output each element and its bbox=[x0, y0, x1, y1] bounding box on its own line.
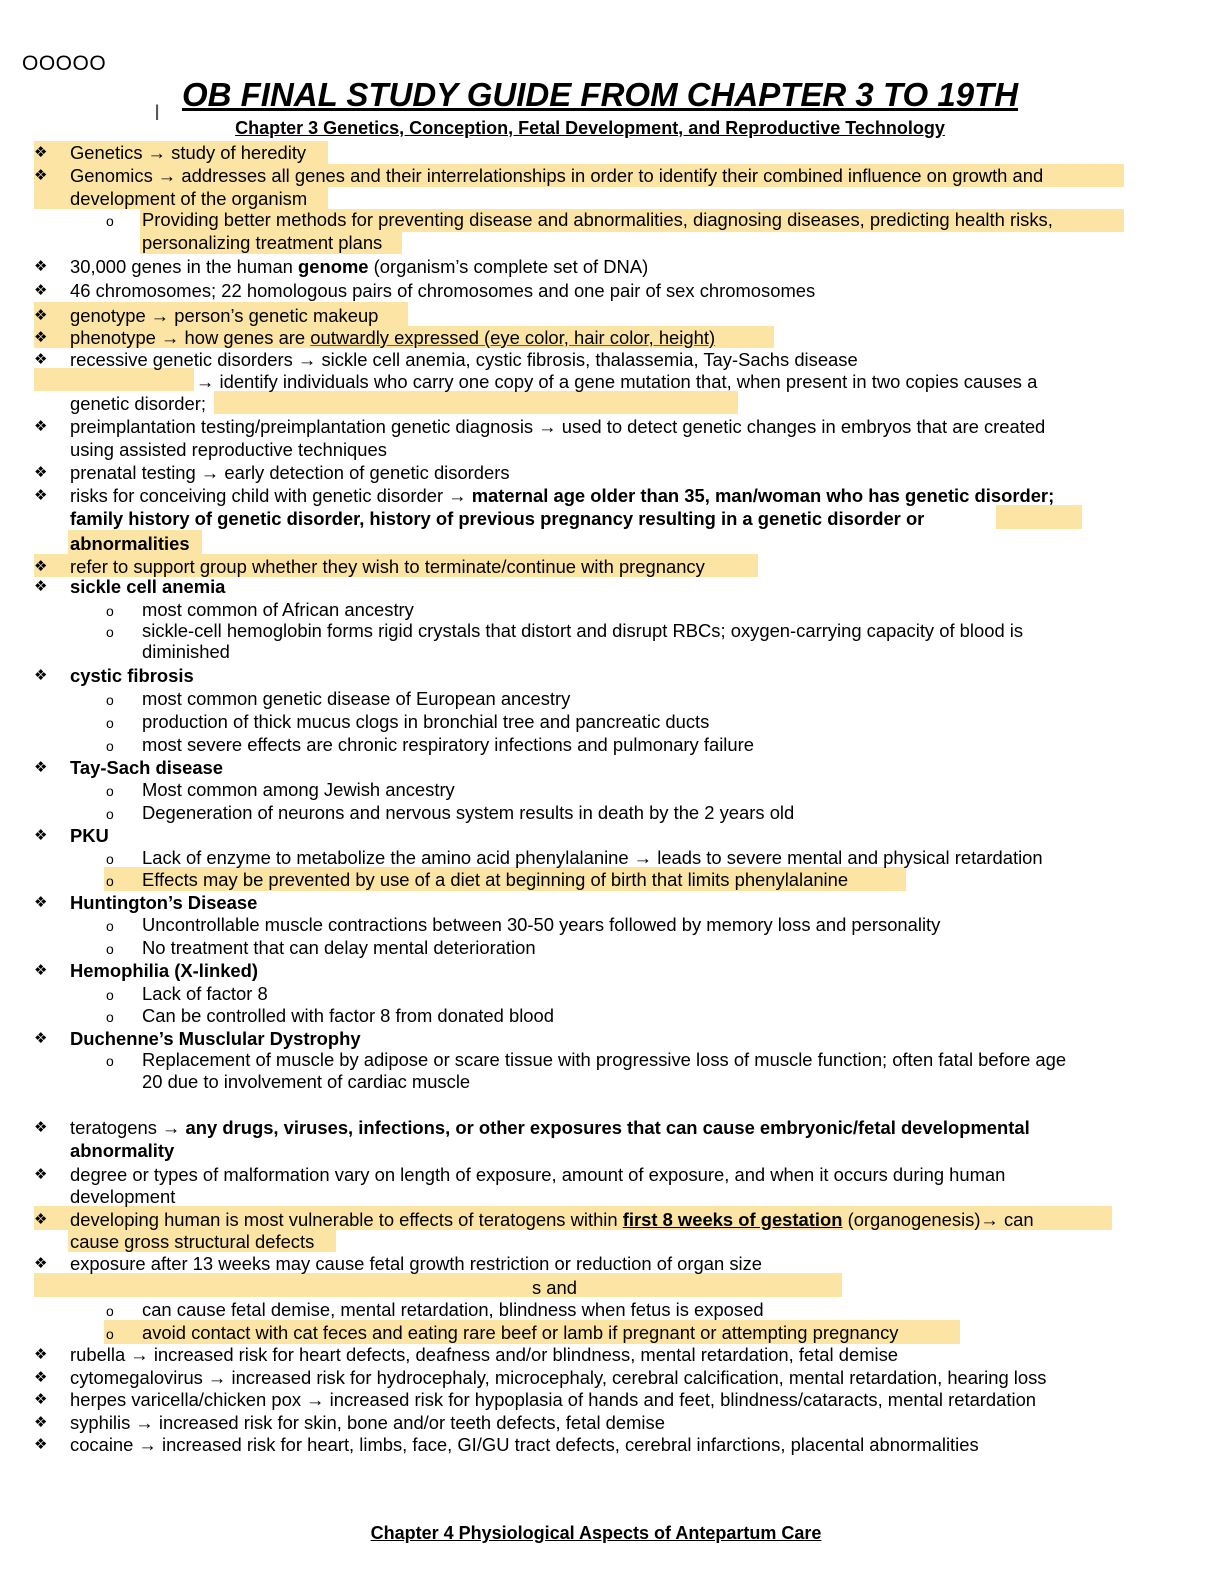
list-item: ❖ PKU bbox=[34, 825, 109, 846]
circle-bullet-icon: o bbox=[106, 715, 114, 731]
chapter-3-heading: Chapter 3 Genetics, Conception, Fetal Development, and Reproductive Technology bbox=[235, 118, 945, 138]
circle-bullet-icon: o bbox=[106, 213, 114, 229]
top-mark: OOOOO bbox=[22, 52, 107, 75]
bullet-icon: ❖ bbox=[34, 1435, 48, 1453]
highlight-box bbox=[34, 368, 194, 391]
circle-bullet-icon: o bbox=[106, 1326, 114, 1342]
list-item: ❖ syphilis → increased risk for skin, bone and/or teeth defects, fetal demise bbox=[34, 1412, 665, 1433]
list-item: ❖ developing human is most vulnerable to effects of teratogens within first 8 weeks of gestation (organogenesis)→ can bbox=[34, 1209, 1034, 1230]
list-item: ❖ cocaine → increased risk for heart, limbs, face, GI/GU tract defects, cerebral infarctions, placental abnormalities bbox=[34, 1434, 979, 1455]
list-item: ❖ Duchenne’s Musclular Dystrophy bbox=[34, 1028, 361, 1049]
list-item: ❖ sickle cell anemia bbox=[34, 576, 226, 597]
list-item-continued: using assisted reproductive techniques bbox=[70, 439, 387, 460]
bullet-icon: ❖ bbox=[34, 1118, 48, 1136]
sub-list-item-continued: diminished bbox=[142, 641, 230, 662]
list-item: ❖ Tay-Sach disease bbox=[34, 757, 223, 778]
list-item: ❖ teratogens → any drugs, viruses, infections, or other exposures that can cause embryonic/fetal developmental bbox=[34, 1117, 1030, 1138]
sub-list-item: o No treatment that can delay mental deterioration bbox=[106, 937, 536, 958]
list-item-continued: → identify individuals who carry one copy of a gene mutation that, when present in two copies causes a bbox=[196, 371, 1038, 392]
bullet-icon: ❖ bbox=[34, 557, 48, 575]
bullet-icon: ❖ bbox=[34, 166, 48, 184]
list-item: ❖ 30,000 genes in the human genome (organism’s complete set of DNA) bbox=[34, 256, 649, 277]
circle-bullet-icon: o bbox=[106, 603, 114, 619]
list-item: ❖ rubella → increased risk for heart defects, deafness and/or blindness, mental retardation, fetal demise bbox=[34, 1344, 899, 1365]
list-item: ❖ risks for conceiving child with genetic disorder → maternal age older than 35, man/woman who has genetic disorder; bbox=[34, 485, 1055, 506]
chapter-4-heading: Chapter 4 Physiological Aspects of Antepartum Care bbox=[370, 1523, 822, 1543]
list-item: ❖ cytomegalovirus → increased risk for hydrocephaly, microcephaly, cerebral calcification, mental retardation, hearing loss bbox=[34, 1367, 1047, 1388]
page-title: OB FINAL STUDY GUIDE FROM CHAPTER 3 TO 19TH bbox=[181, 76, 1019, 113]
list-item: ❖ recessive genetic disorders → sickle cell anemia, cystic fibrosis, thalassemia, Tay-Sachs disease bbox=[34, 349, 858, 370]
circle-bullet-icon: o bbox=[106, 1303, 114, 1319]
bullet-icon: ❖ bbox=[34, 486, 48, 504]
circle-bullet-icon: o bbox=[106, 941, 114, 957]
list-item: ❖ refer to support group whether they wish to terminate/continue with pregnancy bbox=[34, 556, 705, 577]
bullet-icon: ❖ bbox=[34, 1345, 48, 1363]
bullet-icon: ❖ bbox=[34, 328, 48, 346]
sub-list-item: o Can be controlled with factor 8 from donated blood bbox=[106, 1005, 554, 1026]
list-item: ❖ Huntington’s Disease bbox=[34, 892, 258, 913]
sub-list-item: o can cause fetal demise, mental retardation, blindness when fetus is exposed bbox=[106, 1299, 764, 1320]
bullet-icon: ❖ bbox=[34, 1165, 48, 1183]
circle-bullet-icon: o bbox=[106, 783, 114, 799]
bullet-icon: ❖ bbox=[34, 1390, 48, 1408]
list-item: ❖ herpes varicella/chicken pox → increased risk for hypoplasia of hands and feet, blindness/cataracts, mental retardation bbox=[34, 1389, 1037, 1410]
bullet-icon: ❖ bbox=[34, 666, 48, 684]
bullet-icon: ❖ bbox=[34, 826, 48, 844]
list-item: ❖ cystic fibrosis bbox=[34, 665, 194, 686]
circle-bullet-icon: o bbox=[106, 806, 114, 822]
sub-list-item: o most common of African ancestry bbox=[106, 599, 414, 620]
sub-list-item: o Lack of factor 8 bbox=[106, 983, 268, 1004]
bullet-icon: ❖ bbox=[34, 1254, 48, 1272]
bullet-icon: ❖ bbox=[34, 306, 48, 324]
sub-list-item: o Lack of enzyme to metabolize the amino acid phenylalanine → leads to severe mental and physical retardation bbox=[106, 847, 1043, 868]
bullet-icon: ❖ bbox=[34, 417, 48, 435]
circle-bullet-icon: o bbox=[106, 692, 114, 708]
list-item: ❖ genotype → person’s genetic makeup bbox=[34, 305, 379, 326]
circle-bullet-icon: o bbox=[106, 738, 114, 754]
bullet-icon: ❖ bbox=[34, 758, 48, 776]
list-item: ❖ phenotype → how genes are outwardly expressed (eye color, hair color, height) bbox=[34, 327, 716, 348]
text-cursor-icon: I bbox=[154, 100, 161, 125]
list-item: ❖ 46 chromosomes; 22 homologous pairs of chromosomes and one pair of sex chromosomes bbox=[34, 280, 816, 301]
sub-list-item: o most severe effects are chronic respiratory infections and pulmonary failure bbox=[106, 734, 754, 755]
list-item: ❖ exposure after 13 weeks may cause fetal growth restriction or reduction of organ size bbox=[34, 1253, 763, 1274]
list-item-continued: abnormality bbox=[70, 1140, 175, 1161]
bullet-icon: ❖ bbox=[34, 257, 48, 275]
bullet-icon: ❖ bbox=[34, 281, 48, 299]
list-item-continued: development of the organism bbox=[70, 188, 308, 209]
list-item: ❖ Hemophilia (X-linked) bbox=[34, 960, 259, 981]
list-item-continued: family history of genetic disorder, history of previous pregnancy resulting in a genetic disorder or bbox=[70, 508, 925, 529]
circle-bullet-icon: o bbox=[106, 851, 114, 867]
bullet-icon: ❖ bbox=[34, 1413, 48, 1431]
bullet-icon: ❖ bbox=[34, 1029, 48, 1047]
circle-bullet-icon: o bbox=[106, 873, 114, 889]
sub-list-item: o production of thick mucus clogs in bronchial tree and pancreatic ducts bbox=[106, 711, 710, 732]
list-item-continued: development bbox=[70, 1186, 176, 1207]
bullet-icon: ❖ bbox=[34, 1368, 48, 1386]
bullet-icon: ❖ bbox=[34, 350, 48, 368]
bullet-icon: ❖ bbox=[34, 893, 48, 911]
list-item: ❖ Genomics → addresses all genes and their interrelationships in order to identify their combined influence on growth and bbox=[34, 165, 1044, 186]
sub-list-item: o Effects may be prevented by use of a diet at beginning of birth that limits phenylalanine bbox=[106, 869, 849, 890]
list-item: ❖ preimplantation testing/preimplantation genetic diagnosis → used to detect genetic changes in embryos that are created bbox=[34, 416, 1046, 437]
list-item: ❖ degree or types of malformation vary on length of exposure, amount of exposure, and when it occurs during human bbox=[34, 1164, 1006, 1185]
sub-list-item: o avoid contact with cat feces and eating rare beef or lamb if pregnant or attempting pregnancy bbox=[106, 1322, 899, 1343]
list-item: ❖ prenatal testing → early detection of genetic disorders bbox=[34, 462, 510, 483]
list-item: ❖ Genetics → study of heredity bbox=[34, 142, 307, 163]
sub-list-item-continued: 20 due to involvement of cardiac muscle bbox=[142, 1071, 471, 1092]
sub-list-item: o Providing better methods for preventing disease and abnormalities, diagnosing diseases, predicting health risks, bbox=[106, 209, 1053, 230]
sub-list-item: o Uncontrollable muscle contractions between 30-50 years followed by memory loss and personality bbox=[106, 914, 941, 935]
list-item-continued: cause gross structural defects bbox=[70, 1231, 315, 1252]
bullet-icon: ❖ bbox=[34, 961, 48, 979]
list-item-continued: genetic disorder; bbox=[70, 393, 206, 414]
circle-bullet-icon: o bbox=[106, 624, 114, 640]
bullet-icon: ❖ bbox=[34, 577, 48, 595]
sub-list-item: o Degeneration of neurons and nervous system results in death by the 2 years old bbox=[106, 802, 795, 823]
sub-list-item: o sickle-cell hemoglobin forms rigid crystals that distort and disrupt RBCs; oxygen-carrying capacity of blood is bbox=[106, 620, 1024, 641]
bullet-icon: ❖ bbox=[34, 1210, 48, 1228]
bullet-icon: ❖ bbox=[34, 463, 48, 481]
circle-bullet-icon: o bbox=[106, 1009, 114, 1025]
sub-list-item: o Replacement of muscle by adipose or scare tissue with progressive loss of muscle function; often fatal before age bbox=[106, 1049, 1067, 1070]
sub-list-item-continued: personalizing treatment plans bbox=[142, 232, 383, 253]
sub-list-item: o Most common among Jewish ancestry bbox=[106, 779, 455, 800]
circle-bullet-icon: o bbox=[106, 918, 114, 934]
obscured-fragment: s and bbox=[532, 1277, 577, 1298]
circle-bullet-icon: o bbox=[106, 987, 114, 1003]
list-item-continued: abnormalities bbox=[70, 533, 190, 554]
bullet-icon: ❖ bbox=[34, 143, 48, 161]
circle-bullet-icon: o bbox=[106, 1053, 114, 1069]
sub-list-item: o most common genetic disease of European ancestry bbox=[106, 688, 571, 709]
